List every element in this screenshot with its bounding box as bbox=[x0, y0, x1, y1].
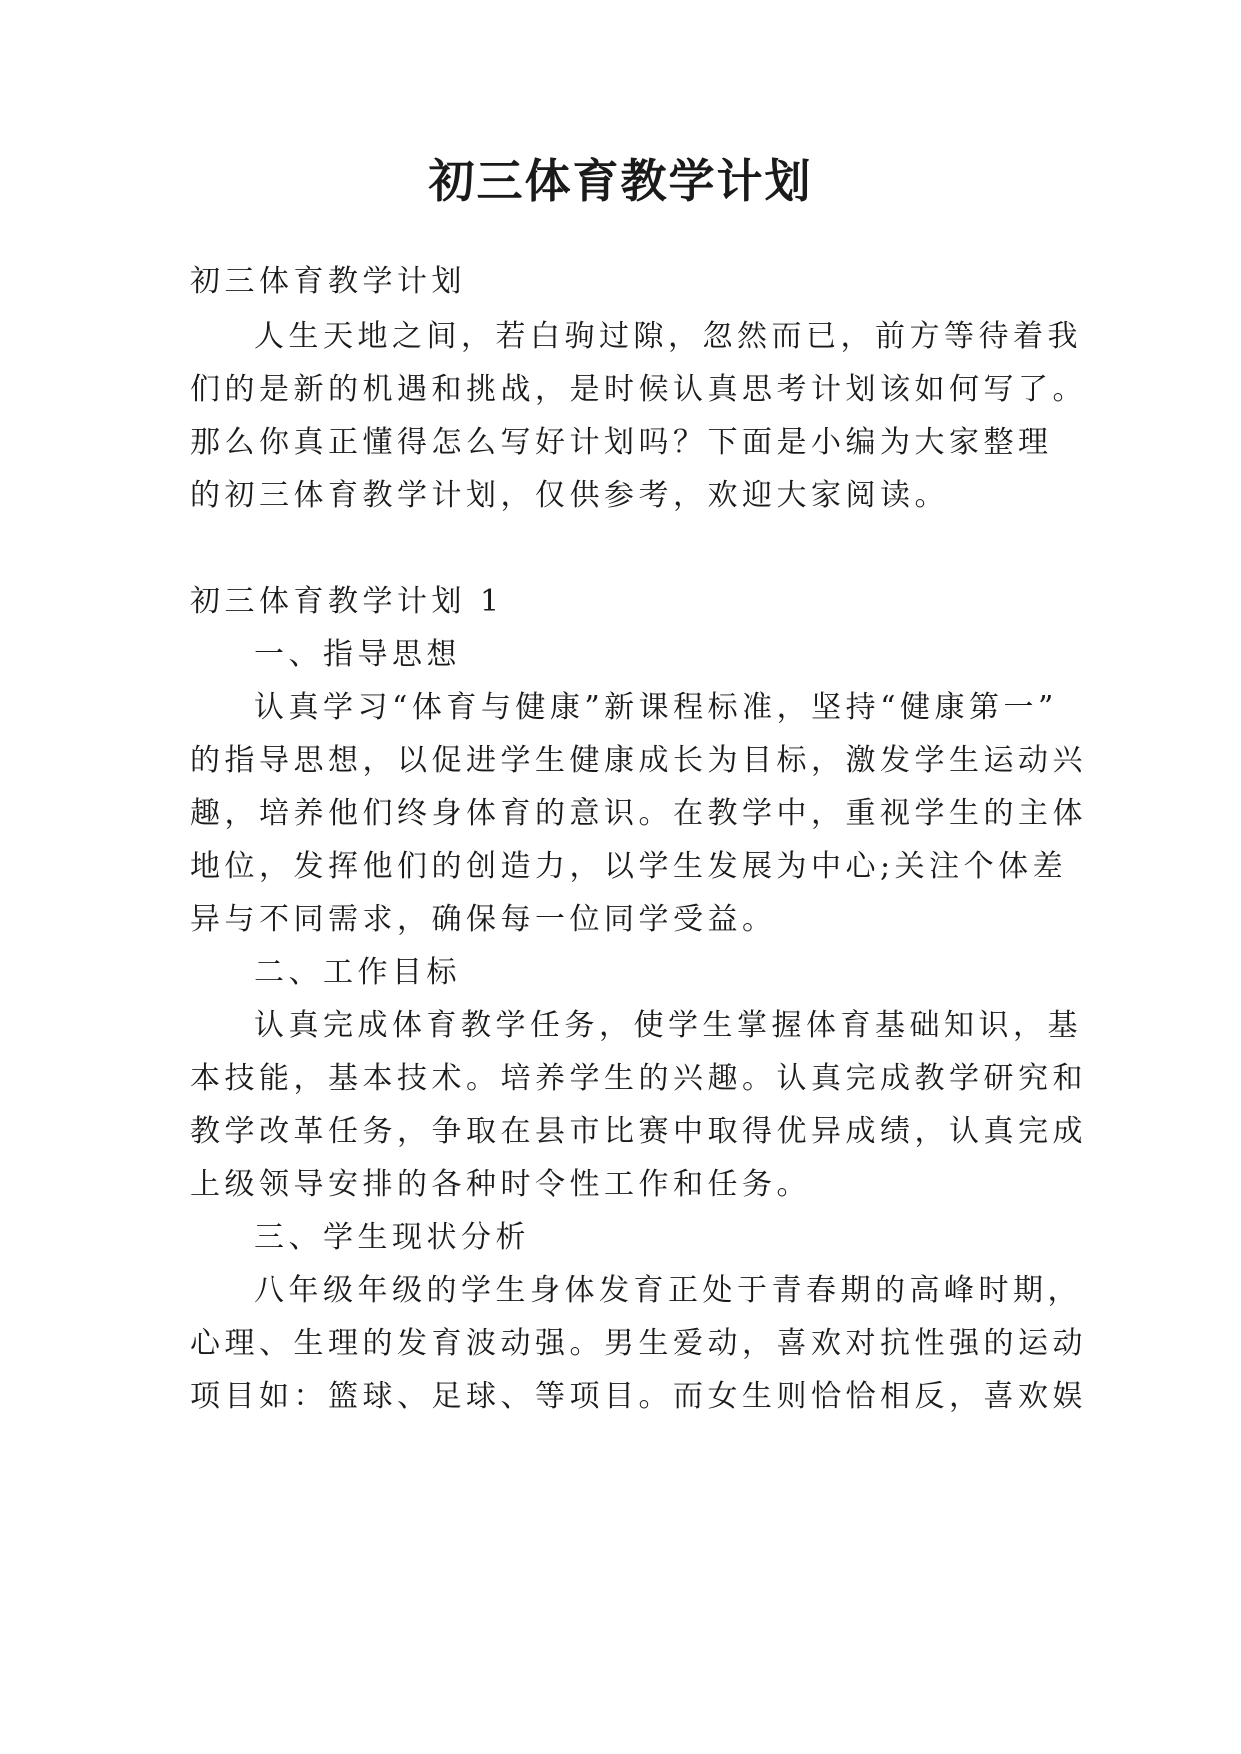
intro-paragraph-line: 的初三体育教学计划，仅供参考，欢迎大家阅读。 bbox=[190, 478, 949, 513]
paragraph-line: 的指导思想，以促进学生健康成长为目标，激发学生运动兴 bbox=[190, 743, 1087, 778]
subsection-heading: 三、学生现状分析 bbox=[254, 1220, 530, 1255]
paragraph-line: 教学改革任务，争取在县市比赛中取得优异成绩，认真完成 bbox=[190, 1114, 1087, 1149]
paragraph-line: 心理、生理的发育波动强。男生爱动，喜欢对抗性强的运动 bbox=[190, 1326, 1087, 1361]
intro-paragraph-line: 那么你真正懂得怎么写好计划吗？下面是小编为大家整理 bbox=[190, 425, 1053, 460]
paragraph-line: 认真学习“体育与健康”新课程标准，坚持“健康第一” bbox=[254, 690, 1058, 725]
paragraph-line: 地位，发挥他们的创造力，以学生发展为中心;关注个体差 bbox=[190, 849, 1068, 884]
paragraph-line: 项目如：篮球、足球、等项目。而女生则恰恰相反，喜欢娱 bbox=[190, 1379, 1087, 1414]
paragraph-line: 趣，培养他们终身体育的意识。在教学中，重视学生的主体 bbox=[190, 796, 1087, 831]
paragraph-line: 异与不同需求，确保每一位同学受益。 bbox=[190, 902, 777, 937]
section-heading: 初三体育教学计划 1 bbox=[190, 584, 504, 619]
paragraph-line: 上级领导安排的各种时令性工作和任务。 bbox=[190, 1167, 811, 1202]
subsection-heading: 二、工作目标 bbox=[254, 955, 461, 990]
subsection-heading: 一、指导思想 bbox=[254, 637, 461, 672]
intro-paragraph-line: 们的是新的机遇和挑战，是时候认真思考计划该如何写了。 bbox=[190, 372, 1087, 407]
paragraph-line: 八年级年级的学生身体发育正处于青春期的高峰时期， bbox=[254, 1273, 1082, 1308]
intro-paragraph-line: 人生天地之间，若白驹过隙，忽然而已，前方等待着我 bbox=[254, 319, 1082, 354]
paragraph-line: 本技能，基本技术。培养学生的兴趣。认真完成教学研究和 bbox=[190, 1061, 1087, 1096]
paragraph-line: 认真完成体育教学任务，使学生掌握体育基础知识，基 bbox=[254, 1008, 1082, 1043]
intro-heading: 初三体育教学计划 bbox=[190, 264, 466, 299]
document-title: 初三体育教学计划 bbox=[428, 154, 813, 208]
